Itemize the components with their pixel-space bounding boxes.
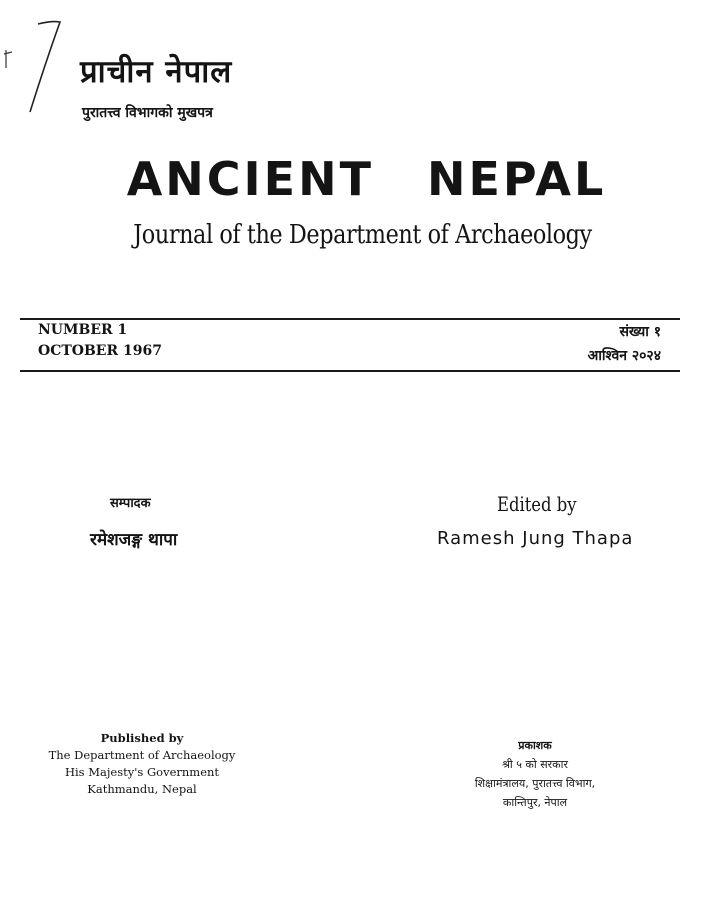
publisher-line-nepali: शिक्षामंत्रालय, पुरातत्त्व विभाग, [474, 777, 596, 790]
top-rule [20, 318, 680, 320]
publisher-line-nepali: कान्तिपुर, नेपाल [502, 796, 568, 809]
publisher-block [42, 730, 242, 798]
issue-number-nepali: संख्या १ [619, 324, 661, 340]
publisher-line: Kathmandu, Nepal [87, 782, 197, 796]
publisher-block-nepali [440, 736, 630, 812]
issue-date-nepali: आश्विन २०२४ [587, 348, 661, 364]
publisher-line: The Department of Archaeology [48, 748, 236, 762]
publisher-line-nepali: श्री ५ को सरकार [502, 758, 568, 771]
journal-subtitle: Journal of the Department of Archaeology [133, 220, 592, 250]
publisher-label: Published by [100, 731, 184, 745]
nepali-subtitle: पुरातत्त्व विभागको मुखपत्र [82, 105, 213, 121]
issue-date: OCTOBER 1967 [38, 343, 162, 359]
editor-label-nepali: सम्पादक [110, 496, 151, 511]
handwritten-page-marker [0, 10, 70, 120]
editor-label: Edited by [497, 492, 577, 516]
publisher-label-nepali: प्रकाशक [518, 739, 552, 752]
journal-title: ANCIENT NEPAL [126, 152, 607, 206]
editor-name: Ramesh Jung Thapa [437, 528, 634, 549]
publisher-line: His Majesty's Government [64, 765, 220, 779]
bottom-rule [20, 370, 680, 372]
nepali-title: प्राचीन नेपाल [80, 54, 233, 90]
editor-name-nepali: रमेशजङ्ग थापा [90, 530, 178, 550]
issue-number: NUMBER 1 [38, 322, 128, 338]
